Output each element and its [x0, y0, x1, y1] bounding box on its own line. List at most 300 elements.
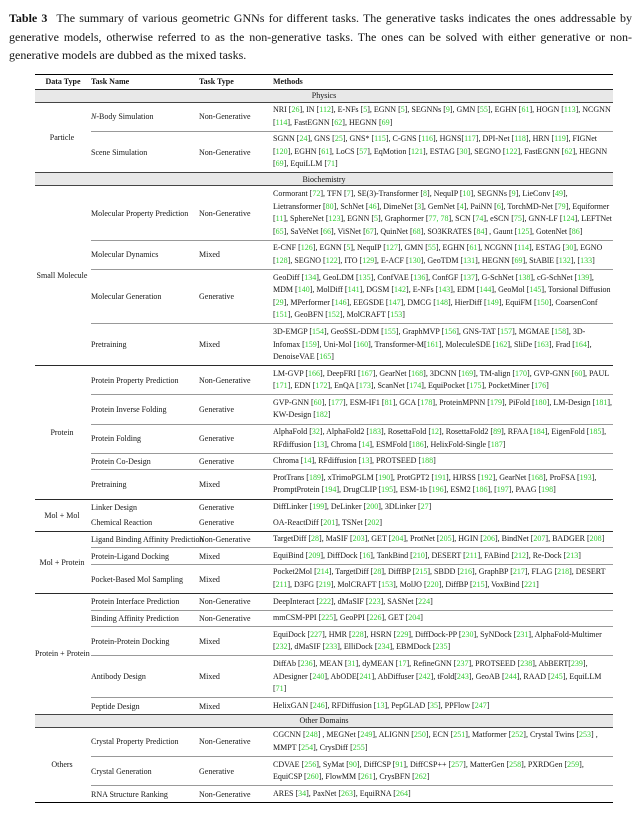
citation-ref[interactable]: 219: [318, 580, 331, 589]
citation-ref[interactable]: 69: [275, 159, 284, 169]
task-type-cell: Non-Generative: [199, 366, 273, 395]
task-type-cell: Generative: [199, 757, 273, 786]
citation-ref[interactable]: 5: [374, 214, 379, 224]
task-name-cell: N-Body Simulation: [91, 102, 199, 131]
citation-ref[interactable]: 164: [574, 339, 587, 349]
citation-ref[interactable]: 60: [574, 368, 583, 378]
citation-ref[interactable]: 240: [312, 671, 325, 681]
citation-ref[interactable]: 172: [315, 381, 328, 391]
citation-ref[interactable]: 11: [275, 214, 284, 224]
citation-ref[interactable]: 145: [529, 285, 542, 295]
table-caption: [9, 9, 632, 65]
citation-ref[interactable]: 155: [383, 326, 396, 336]
citation-ref[interactable]: 187: [490, 439, 503, 449]
citation-ref[interactable]: 66: [323, 226, 332, 236]
citation-ref[interactable]: 254: [301, 742, 314, 752]
citation-ref[interactable]: 10: [462, 188, 471, 198]
citation-ref[interactable]: 30: [459, 146, 468, 156]
citation-ref[interactable]: 250: [413, 730, 426, 740]
methods-cell: mmCSM-PPI [225], GeoPPI [226], GET [204]: [273, 610, 613, 627]
citation-ref[interactable]: 134: [304, 272, 317, 282]
citation-ref[interactable]: 9: [511, 188, 516, 198]
citation-ref[interactable]: 139: [577, 272, 590, 282]
citation-ref[interactable]: 122: [325, 255, 338, 265]
citation-ref[interactable]: 114: [275, 117, 288, 127]
citation-ref[interactable]: 34: [298, 788, 307, 798]
citation-ref[interactable]: 35: [430, 700, 438, 710]
citation-ref[interactable]: 192: [480, 472, 493, 482]
citation-ref[interactable]: 194: [324, 485, 337, 495]
col-header-data-type: Data Type: [35, 74, 91, 89]
citation-ref[interactable]: 182: [315, 410, 328, 420]
methods-cell: ProtTrans [189], xTrimoPGLM [190], ProtGPT2 [191], HJRSS [192], GearNet [168], ProFSA [193], PromptProtein [194], DrugCLIP [195], ESM-1b [196], ESM2 [186], [197], PAAG [198]: [273, 470, 613, 499]
citation-ref[interactable]: 248: [305, 730, 318, 740]
citation-ref[interactable]: 251: [453, 730, 466, 740]
methods-cell: CDVAE [256], SyMat [90], DiffCSP [91], DiffCSP++ [257], MatterGen [258], PXRDGen [259], EquiCSP [260], FlowMM [261], CrysBFN [262]: [273, 757, 613, 786]
citation-ref[interactable]: 13: [376, 700, 385, 710]
citation-ref[interactable]: 175: [469, 381, 482, 391]
citation-ref[interactable]: 241: [359, 671, 372, 681]
citation-ref[interactable]: 197: [496, 485, 509, 495]
citation-ref[interactable]: 154: [312, 326, 325, 336]
methods-cell: ARES [34], PaxNet [263], EquiRNA [264]: [273, 786, 613, 803]
citation-ref[interactable]: 210: [412, 550, 425, 560]
citation-ref[interactable]: 168: [530, 472, 543, 482]
task-type-cell: Mixed: [199, 627, 273, 656]
citation-ref[interactable]: 204: [391, 534, 404, 544]
methods-cell: E-CNF [126], EGNN [5], NequIP [127], GMN [55], EGHN [61], NCGNN [114], ESTAG [30], EGNO [128], SEGNO [122], ITO [129], E-ACF [130], GeoTDM [131], HEGNN [69], StABlE [132], [133]: [273, 240, 613, 269]
citation-ref[interactable]: 191: [434, 472, 447, 482]
citation-ref[interactable]: 173: [358, 381, 371, 391]
table-row: [35, 453, 613, 470]
citation-ref[interactable]: 74: [475, 214, 484, 224]
citation-ref[interactable]: 203: [352, 534, 365, 544]
citation-ref[interactable]: 208: [589, 534, 602, 544]
citation-ref[interactable]: 258: [509, 759, 522, 769]
citation-ref[interactable]: 185: [589, 427, 602, 437]
citation-ref[interactable]: 133: [580, 255, 593, 265]
citation-ref[interactable]: 80: [325, 201, 334, 211]
citation-ref[interactable]: 91: [395, 759, 404, 769]
task-type-cell: Generative: [199, 270, 273, 324]
citation-ref[interactable]: 230: [461, 629, 474, 639]
citation-ref[interactable]: 217: [512, 567, 525, 577]
citation-ref[interactable]: 146: [334, 297, 347, 307]
citation-ref[interactable]: 170: [515, 368, 528, 378]
citation-ref[interactable]: 237: [456, 658, 469, 668]
citation-ref[interactable]: 17: [398, 658, 407, 668]
data-type-cell: Small Molecule: [35, 186, 91, 366]
citation-ref[interactable]: 25: [334, 134, 343, 144]
methods-cell: EquiBind [209], DiffDock [16], TankBind [210], DESERT [211], FABind [212], Re-Dock [213]: [273, 548, 613, 565]
citation-ref[interactable]: 156: [444, 326, 457, 336]
task-name-cell: Protein Co-Design: [91, 453, 199, 470]
citation-ref[interactable]: 117: [464, 134, 476, 144]
citation-ref[interactable]: 214: [316, 567, 329, 577]
citation-ref[interactable]: 246: [312, 700, 325, 710]
citation-ref[interactable]: 181: [595, 397, 608, 407]
citation-ref[interactable]: 71: [275, 684, 284, 694]
citation-ref[interactable]: 256: [304, 759, 317, 769]
citation-ref[interactable]: 62: [564, 146, 573, 156]
citation-ref[interactable]: 127: [385, 243, 398, 253]
citation-ref[interactable]: 215: [415, 567, 428, 577]
citation-ref[interactable]: 243: [456, 671, 469, 681]
methods-cell: EquiDock [227], HMR [228], HSRN [229], DiffDock-PP [230], SyNDock [231], AlphaFold-Multimer [232], dMaSIF [233], ElliDock [234], EBMDock [235]: [273, 627, 613, 656]
col-header-methods: Methods: [273, 74, 613, 89]
citation-ref[interactable]: 114: [517, 243, 529, 253]
citation-ref[interactable]: 168: [411, 368, 424, 378]
citation-ref[interactable]: 161: [426, 339, 439, 349]
header-row: [35, 74, 613, 89]
citation-ref[interactable]: 55: [479, 105, 488, 114]
citation-ref[interactable]: 14: [361, 439, 370, 449]
citation-ref[interactable]: 72: [312, 188, 321, 198]
task-type-cell: Non-Generative: [199, 727, 273, 756]
citation-ref[interactable]: 151: [275, 310, 288, 320]
citation-ref[interactable]: 141: [347, 285, 360, 295]
citation-ref[interactable]: 188: [421, 456, 434, 466]
citation-ref[interactable]: 231: [516, 629, 529, 639]
citation-ref[interactable]: 116: [421, 134, 433, 144]
citation-ref[interactable]: 202: [367, 517, 380, 527]
table-row: [35, 395, 613, 424]
task-name-cell: Protein Inverse Folding: [91, 395, 199, 424]
citation-ref[interactable]: 234: [377, 642, 390, 652]
task-type-cell: Mixed: [199, 564, 273, 593]
citation-ref[interactable]: 49: [555, 188, 563, 198]
citation-ref[interactable]: 215: [472, 580, 485, 589]
table-header: [35, 74, 613, 89]
table-row: [35, 594, 613, 611]
citation-ref[interactable]: 12: [431, 427, 440, 437]
task-name-cell: Pretraining: [91, 470, 199, 499]
citation-ref[interactable]: 28: [373, 567, 382, 577]
citation-ref[interactable]: 32: [311, 427, 320, 437]
table-row: [35, 240, 613, 269]
methods-cell: DiffLinker [199], DeLinker [200], 3DLinker [27]: [273, 499, 613, 515]
citation-ref[interactable]: 186: [411, 439, 424, 449]
citation-ref[interactable]: 130: [408, 255, 421, 265]
table-row: [35, 531, 613, 548]
citation-ref[interactable]: 180: [534, 397, 547, 407]
citation-ref[interactable]: 178: [420, 397, 433, 407]
citation-ref[interactable]: 126: [300, 243, 313, 253]
citation-ref[interactable]: 112: [319, 105, 331, 114]
citation-ref[interactable]: 113: [563, 105, 576, 114]
citation-ref[interactable]: 157: [500, 326, 513, 336]
task-name-cell: Molecular Dynamics: [91, 240, 199, 269]
citation-ref[interactable]: 4: [459, 201, 464, 211]
citation-ref[interactable]: 165: [319, 352, 332, 362]
data-type-cell: Mol + Protein: [35, 531, 91, 593]
citation-ref[interactable]: 198: [541, 485, 554, 495]
citation-ref[interactable]: 183: [369, 427, 382, 437]
citation-ref[interactable]: 61: [521, 105, 530, 114]
citation-ref[interactable]: 162: [495, 339, 508, 349]
citation-ref[interactable]: 236: [300, 658, 313, 668]
citation-ref[interactable]: 260: [306, 772, 319, 782]
citation-ref[interactable]: 69: [381, 117, 390, 127]
citation-ref[interactable]: 61: [469, 243, 478, 253]
citation-ref[interactable]: 171: [275, 381, 288, 391]
citation-ref[interactable]: 122: [505, 146, 518, 156]
citation-ref[interactable]: 136: [413, 272, 426, 282]
citation-ref[interactable]: 7: [346, 188, 351, 198]
task-type-cell: Mixed: [199, 324, 273, 366]
citation-ref[interactable]: 257: [451, 759, 464, 769]
citation-ref[interactable]: 135: [358, 272, 371, 282]
citation-ref[interactable]: 6: [496, 201, 501, 211]
citation-ref[interactable]: 120: [275, 146, 288, 156]
methods-cell: GVP-GNN [60], [177], ESM-IF1 [81], GCA [178], ProteinMPNN [179], PiFold [180], LM-Design [181], KW-Design [182]: [273, 395, 613, 424]
task-type-cell: Non-Generative: [199, 594, 273, 611]
table-row: [35, 270, 613, 324]
citation-ref[interactable]: 90: [348, 759, 357, 769]
citation-ref[interactable]: 261: [360, 772, 373, 782]
table-row: [35, 564, 613, 593]
citation-ref[interactable]: 195: [381, 485, 394, 495]
citation-ref[interactable]: 68: [412, 226, 421, 236]
citation-ref[interactable]: 200: [366, 502, 379, 512]
citation-ref[interactable]: 232: [275, 642, 288, 652]
task-name-cell: Protein-Ligand Docking: [91, 548, 199, 565]
citation-ref[interactable]: 131: [463, 255, 476, 265]
citation-ref[interactable]: 147: [388, 297, 401, 307]
citation-ref[interactable]: 149: [486, 297, 499, 307]
table-row: [35, 656, 613, 698]
citation-ref[interactable]: 128: [275, 255, 288, 265]
citation-ref[interactable]: 221: [524, 580, 537, 589]
citation-ref[interactable]: 137: [462, 272, 475, 282]
citation-ref[interactable]: 218: [557, 567, 570, 577]
citation-ref[interactable]: 13: [361, 456, 370, 466]
citation-ref[interactable]: 124: [562, 214, 575, 224]
citation-ref[interactable]: 129: [362, 255, 375, 265]
citation-ref[interactable]: 209: [308, 550, 321, 560]
citation-ref[interactable]: 196: [431, 485, 444, 495]
citation-ref[interactable]: 121: [411, 146, 424, 156]
citation-ref[interactable]: 160: [356, 339, 369, 349]
citation-ref[interactable]: 26: [291, 105, 300, 114]
citation-ref[interactable]: 57: [359, 146, 368, 156]
citation-ref[interactable]: 223: [368, 596, 381, 606]
task-name-cell: Molecular Property Prediction: [91, 186, 199, 240]
citation-ref[interactable]: 212: [514, 550, 527, 560]
citation-ref[interactable]: 239: [570, 658, 583, 668]
citation-ref[interactable]: 228: [351, 629, 364, 639]
citation-ref[interactable]: 211: [465, 550, 478, 560]
methods-cell: HelixGAN [246], RFDiffusion [13], PepGLAD [35], PPFlow [247]: [273, 698, 613, 715]
task-type-cell: Generative: [199, 424, 273, 453]
citation-ref[interactable]: 163: [536, 339, 549, 349]
citation-ref[interactable]: 30: [565, 243, 574, 253]
citation-ref[interactable]: 67: [365, 226, 374, 236]
citation-ref[interactable]: 179: [489, 397, 502, 407]
table-row: [35, 515, 613, 531]
task-type-cell: Mixed: [199, 656, 273, 698]
citation-ref[interactable]: 119: [554, 134, 566, 144]
citation-ref[interactable]: 89: [493, 427, 502, 437]
data-type-cell: Mol + Mol: [35, 499, 91, 531]
citation-ref[interactable]: 28: [311, 534, 320, 544]
table-row: [35, 424, 613, 453]
citation-ref[interactable]: 159: [304, 339, 317, 349]
methods-cell: SGNN [24], GNS [25], GNS* [115], C-GNS [116], HGNS[117], DPI-Net [118], HRN [119], FIGNet [120], EGHN [61], LoCS [57], EqMotion [121], ESTAG [30], SEGNO [122], FastEGNN [62], HEGNN [69], EquiLLM [71]: [273, 131, 613, 173]
citation-ref[interactable]: 69: [514, 255, 523, 265]
citation-ref[interactable]: 206: [482, 534, 495, 544]
citation-ref[interactable]: 189: [308, 472, 321, 482]
citation-ref[interactable]: 75: [513, 214, 522, 224]
citation-ref[interactable]: 229: [396, 629, 409, 639]
citation-ref[interactable]: 14: [303, 456, 312, 466]
citation-ref[interactable]: 245: [550, 671, 563, 681]
citation-ref[interactable]: 233: [325, 642, 338, 652]
citation-ref[interactable]: 13: [316, 439, 325, 449]
citation-ref[interactable]: 227: [310, 629, 323, 639]
citation-ref[interactable]: 16: [362, 550, 371, 560]
task-name-cell: Chemical Reaction: [91, 518, 153, 528]
citation-ref[interactable]: 242: [418, 671, 431, 681]
citation-ref[interactable]: 118: [514, 134, 526, 144]
citation-ref[interactable]: 79: [557, 201, 566, 211]
citation-ref[interactable]: 193: [579, 472, 592, 482]
citation-ref[interactable]: 81: [384, 397, 393, 407]
table-row: [35, 627, 613, 656]
task-type-cell: Non-Generative: [199, 786, 273, 803]
methods-cell: GeoDiff [134], GeoLDM [135], ConfVAE [136], ConfGF [137], G-SchNet [138], cG-SchNet [139], MDM [140], MolDiff [141], DGSM [142], E-NFs [143], EDM [144], GeoMol [145], Torsional Diffusion [29], MPerformer [146], EEGSDE [147], DMCG [148], HierDiff [149], EquiFM [150], CoarsenConf [151], GeoBFN [152], MolCRAFT [153]: [273, 270, 613, 324]
citation-ref[interactable]: 132: [558, 255, 571, 265]
col-header-task-name: Task Name: [91, 74, 199, 89]
task-name-cell: Protein Property Prediction: [91, 366, 199, 395]
citation-ref[interactable]: 61: [321, 146, 330, 156]
gnn-task-table: [35, 74, 613, 803]
citation-ref[interactable]: 177: [331, 397, 344, 407]
citation-ref[interactable]: 62: [334, 117, 343, 127]
citation-ref[interactable]: 153: [390, 310, 403, 320]
citation-ref[interactable]: 201: [323, 517, 336, 527]
citation-ref[interactable]: 8: [423, 188, 428, 198]
citation-ref[interactable]: 3: [417, 201, 422, 211]
citation-ref[interactable]: 152: [327, 310, 340, 320]
citation-ref[interactable]: 55: [427, 243, 436, 253]
citation-ref[interactable]: 176: [534, 381, 547, 391]
table-row: [35, 548, 613, 565]
citation-ref[interactable]: 71: [327, 159, 336, 169]
table-row: [35, 727, 613, 756]
citation-ref[interactable]: 5: [346, 243, 351, 253]
task-name-cell: Ligand Binding Affinity Prediction: [91, 531, 199, 548]
citation-ref[interactable]: 166: [308, 368, 321, 378]
citation-ref[interactable]: 220: [426, 580, 439, 589]
data-type-cell: Particle: [35, 102, 91, 173]
citation-ref[interactable]: 77, 78: [428, 214, 449, 224]
citation-ref[interactable]: 244: [504, 671, 517, 681]
methods-cell: CGCNN [248] , MEGNet [249], ALIGNN [250], ECN [251], Matformer [252], Crystal Twins [253] , MMPT [254], CrysDiff [255]: [273, 727, 613, 756]
citation-ref[interactable]: 249: [360, 730, 373, 740]
citation-ref[interactable]: 125: [517, 226, 530, 236]
citation-ref[interactable]: 31: [347, 658, 356, 668]
section-header: Biochemistry: [35, 173, 613, 186]
citation-ref[interactable]: 144: [479, 285, 492, 295]
table-row: [35, 610, 613, 627]
methods-cell: OA-ReactDiff [201], TSNet [202]: [273, 517, 383, 527]
citation-ref[interactable]: 207: [533, 534, 546, 544]
citation-ref[interactable]: 143: [438, 285, 451, 295]
citation-ref[interactable]: 224: [418, 596, 431, 606]
citation-ref[interactable]: 216: [460, 567, 473, 577]
citation-ref[interactable]: 247: [474, 700, 487, 710]
citation-ref[interactable]: 5: [363, 105, 368, 114]
table-row: [35, 366, 613, 395]
methods-cell: Pocket2Mol [214], TargetDiff [28], DiffBP [215], SBDD [216], GraphBP [217], FLAG [218], DESERT [211], D3FG [219], MolCRAFT [153], MolJO [220], DiffBP [215], VoxBind [221]: [273, 564, 613, 593]
citation-ref[interactable]: 263: [341, 788, 354, 798]
citation-ref[interactable]: 213: [566, 550, 579, 560]
citation-ref[interactable]: 264: [395, 788, 408, 798]
citation-ref[interactable]: 186: [475, 485, 488, 495]
citation-ref[interactable]: 60: [313, 397, 322, 407]
task-type-cell: Mixed: [199, 240, 273, 269]
citation-ref[interactable]: 138: [518, 272, 531, 282]
citation-ref[interactable]: 226: [369, 613, 382, 623]
citation-ref[interactable]: 169: [461, 368, 474, 378]
citation-ref[interactable]: 153: [381, 580, 394, 589]
citation-ref[interactable]: 190: [378, 472, 391, 482]
citation-ref[interactable]: 24: [299, 134, 308, 144]
citation-ref[interactable]: 142: [394, 285, 407, 295]
citation-ref[interactable]: 86: [571, 226, 580, 236]
citation-ref[interactable]: 199: [312, 502, 325, 512]
citation-ref[interactable]: 65: [275, 226, 284, 236]
citation-ref[interactable]: 9: [445, 105, 450, 114]
citation-ref[interactable]: 150: [536, 297, 549, 307]
citation-ref[interactable]: 184: [532, 427, 545, 437]
task-type-cell: Mixed: [199, 698, 273, 715]
citation-ref[interactable]: 255: [352, 742, 365, 752]
citation-ref[interactable]: 123: [328, 214, 341, 224]
table-body: [35, 89, 613, 802]
citation-ref[interactable]: 29: [275, 297, 284, 307]
citation-ref[interactable]: 115: [374, 134, 386, 144]
citation-ref[interactable]: 262: [414, 772, 427, 782]
citation-ref[interactable]: 27: [420, 502, 429, 512]
citation-ref[interactable]: 259: [567, 759, 580, 769]
citation-ref[interactable]: 238: [520, 658, 533, 668]
task-name-cell: Pretraining: [91, 324, 199, 366]
task-name-cell: Scene Simulation: [91, 131, 199, 173]
citation-ref[interactable]: 167: [360, 368, 373, 378]
citation-ref[interactable]: 252: [511, 730, 524, 740]
citation-ref[interactable]: 235: [435, 642, 448, 652]
methods-cell: LM-GVP [166], DeepFRI [167], GearNet [168], 3DCNN [169], TM-align [170], GVP-GNN [60], PAUL [171], EDN [172], EnQA [173], ScanNet [174], EquiPocket [175], PocketMiner [176]: [273, 366, 613, 395]
citation-ref[interactable]: 225: [321, 613, 334, 623]
citation-ref[interactable]: 253: [579, 730, 592, 740]
citation-ref[interactable]: 158: [554, 326, 567, 336]
citation-ref[interactable]: 148: [435, 297, 448, 307]
citation-ref[interactable]: 174: [409, 381, 422, 391]
citation-ref[interactable]: 5: [400, 105, 405, 114]
citation-ref[interactable]: 140: [297, 285, 310, 295]
citation-ref[interactable]: 204: [408, 613, 421, 623]
methods-cell: Cormorant [72], TFN [7], SE(3)-Transformer [8], NequIP [10], SEGNNs [9], LieConv [49], Lietransformer [80], SchNet [46], DimeNet [3], GemNet [4], PaiNN [6], TorchMD-Net [79], Equiformer [11], SphereNet [123], EGNN [5], Graphormer [77, 78], SCN [74], eSCN [75], GNN-LF [124], LEFTNet [65], SaVeNet [66], ViSNet [67], QuinNet [68], SO3KRATES [84] , Gaunt [125], GotenNet [86]: [273, 186, 613, 240]
data-type-cell: Others: [35, 727, 91, 802]
citation-ref[interactable]: 46: [368, 201, 377, 211]
citation-ref[interactable]: 211: [275, 580, 288, 589]
citation-ref[interactable]: 84: [476, 226, 485, 236]
citation-ref[interactable]: 222: [318, 596, 331, 606]
task-name-cell: Protein-Protein Docking: [91, 627, 199, 656]
citation-ref[interactable]: 205: [439, 534, 452, 544]
